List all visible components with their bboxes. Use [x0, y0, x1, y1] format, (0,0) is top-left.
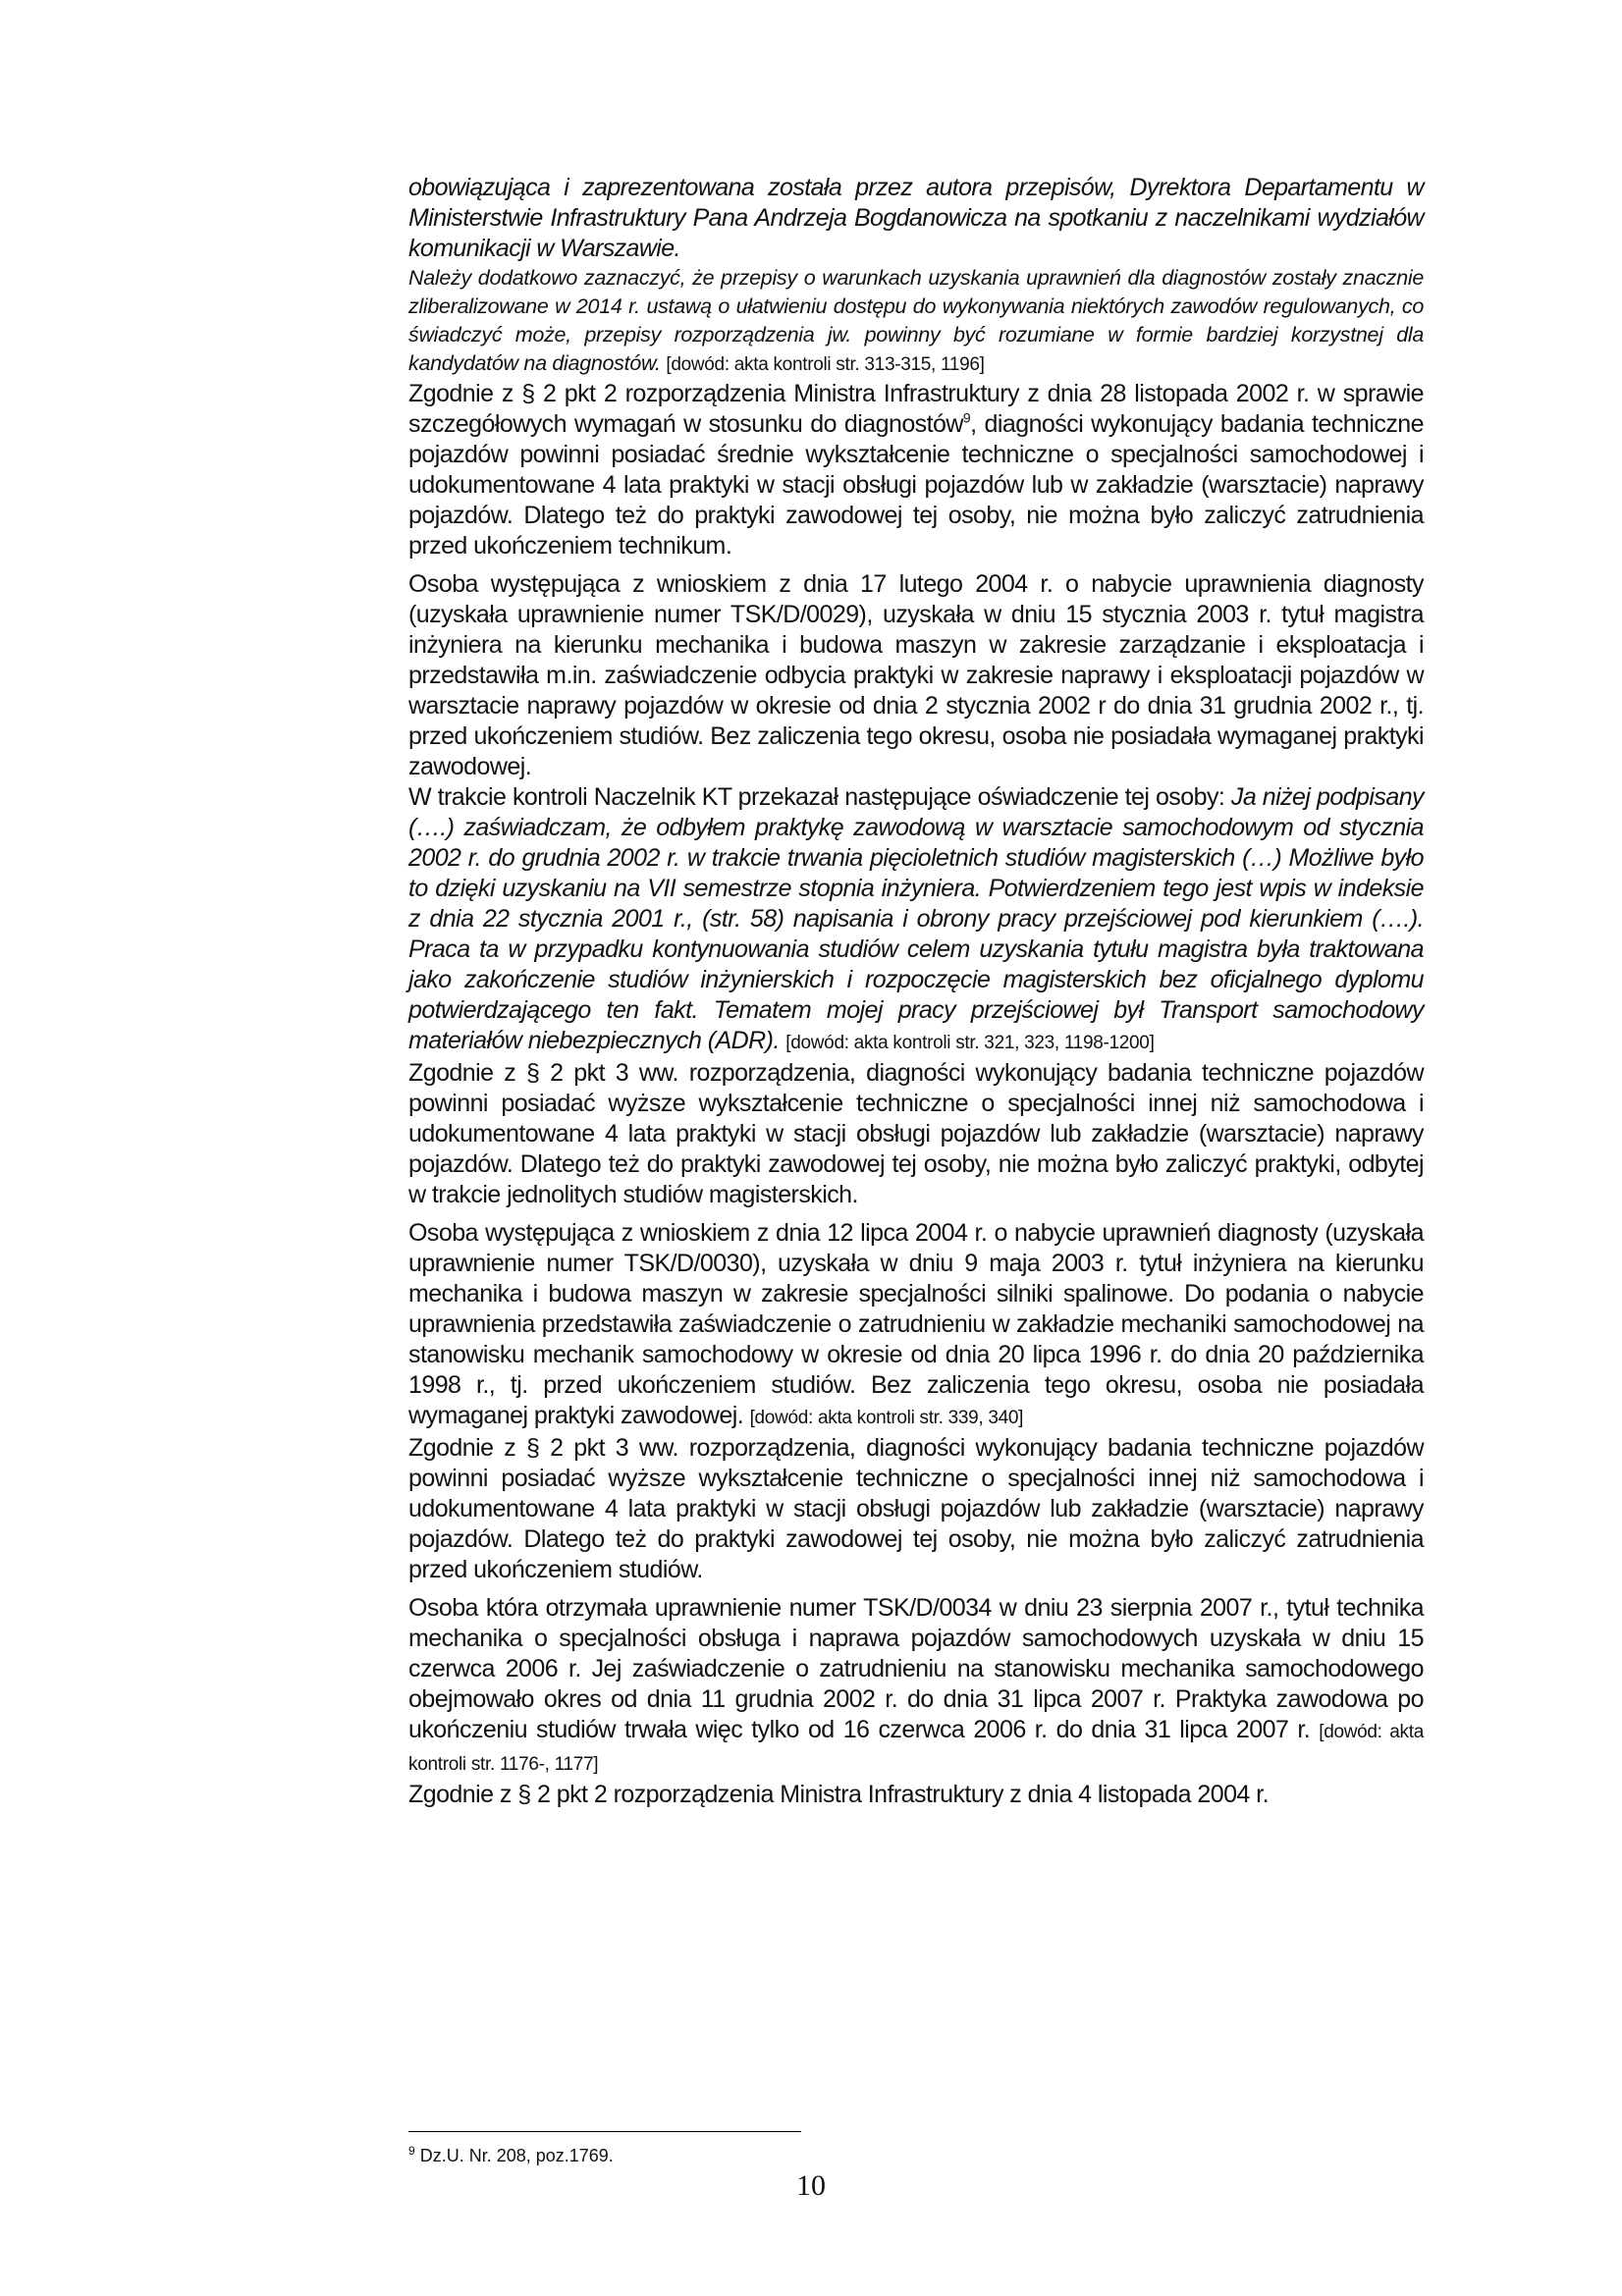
evidence-citation: [dowód: akta kontroli str. 1176-, 1177]: [408, 1722, 1425, 1775]
footnote-number: 9: [408, 2144, 415, 2158]
paragraph-4: Osoba występująca z wnioskiem z dnia 17 lutego 2004 r. o nabycie uprawnienia diagnosty (uzyskała uprawnienie numer TSK/D/0029), uzyskała w dniu 15 stycznia 2003 r. tytuł magistra inżyniera na kierunku mechanika i budowa maszyn w zakresie zarządzanie i eksploatacja i przedstawiła m.in. zaświadczenie odbycia praktyki w zakresie naprawy i eksploatacji pojazdów w warsztacie naprawy pojazdów w okresie od dnia 2 stycznia 2002 r do dnia 31 grudnia 2002 r., tj. przed ukończeniem studiów. Bez zaliczenia tego okresu, osoba nie posiadała wymaganej praktyki zawodowej.: [408, 570, 1424, 780]
footnote-text: Dz.U. Nr. 208, poz.1769.: [414, 2146, 614, 2165]
footnote-reference[interactable]: 9: [962, 409, 971, 426]
paragraph-3-text-b: , diagności wykonujący badania techniczne pojazdów powinni posiadać średnie wykształcenie techniczne o specjalności samochodowej i udokumentowane 4 lata praktyki w stacji obsługi pojazdów lub w zakładzie (warsztacie) naprawy pojazdów. Dlatego też do praktyki zawodowej tej osoby, nie można było zaliczyć zatrudnienia przed ukończeniem technikum.: [408, 410, 1425, 560]
paragraph-5-text: W trakcie kontroli Naczelnik KT przekazał następujące oświadczenie tej osoby:: [408, 783, 1231, 811]
paragraph-9: [408, 1593, 1424, 1780]
evidence-citation: [dowód: akta kontroli str. 321, 323, 1198-1200]: [785, 1033, 1155, 1053]
evidence-citation: [dowód: akta kontroli str. 339, 340]: [749, 1408, 1024, 1428]
paragraph-9-text: Osoba która otrzymała uprawnienie numer TSK/D/0034 w dniu 23 sierpnia 2007 r., tytuł technika mechanika o specjalności obsługa i naprawa pojazdów samochodowych uzyskała w dniu 15 czerwca 2006 r. Jej zaświadczenie o zatrudnieniu na stanowisku mechanika samochodowego obejmowało okres od dnia 11 grudnia 2002 r. do dnia 31 lipca 2007 r. Praktyka zawodowa po ukończeniu studiów trwała więc tylko od 16 czerwca 2006 r. do dnia 31 lipca 2007 r.: [408, 1594, 1424, 1743]
footnote: [408, 2146, 614, 2166]
quoted-statement: Ja niżej podpisany (….) zaświadczam, że odbyłem praktykę zawodową w warsztacie samochodowym od stycznia 2002 r. do grudnia 2002 r. w trakcie trwania pięcioletnich studiów magisterskich (…) Możliwe było to dzięki uzyskaniu na VII semestrze stopnia inżyniera. Potwierdzeniem tego jest wpis w indeksie z dnia 22 stycznia 2001 r., (str. 58) napisania i obrony pracy przejściowej pod kierunkiem (….). Praca ta w przypadku kontynuowania studiów celem uzyskania tytułu magistra była traktowana jako zakończenie studiów inżynierskich i rozpoczęcie magisterskich bez oficjalnego dyplomu potwierdzającego ten fakt. Tematem mojej pracy przejściowej był Transport samochodowy materiałów niebezpiecznych (ADR).: [408, 783, 1424, 1054]
paragraph-8: Zgodnie z § 2 pkt 3 ww. rozporządzenia, diagności wykonujący badania techniczne pojazdów powinni posiadać wyższe wykształcenie techniczne o specjalności innej niż samochodowa i udokumentowane 4 lata praktyki w stacji obsługi pojazdów lub zakładzie (warsztacie) naprawy pojazdów. Dlatego też do praktyki zawodowej tej osoby, nie można było zaliczyć zatrudnienia przed ukończeniem studiów.: [408, 1434, 1424, 1583]
paragraph-7: [408, 1218, 1424, 1433]
page-number: 10: [796, 2169, 826, 2202]
paragraph-2-text: Należy dodatkowo zaznaczyć, że przepisy o warunkach uzyskania uprawnień dla diagnostów zostały znacznie zliberalizowane w 2014 r. ustawą o ułatwieniu dostępu do wykonywania niektórych zawodów regulowanych, co świadczyć może, przepisy rozporządzenia jw. powinny być rozumiane w formie bardziej korzystnej dla kandydatów na diagnostów.: [408, 266, 1424, 375]
paragraph-3-text-a: Zgodnie z § 2 pkt 2 rozporządzenia Ministra Infrastruktury z dnia 28 listopada 2002 r. w sprawie szczegółowych wymagań w stosunku do diagnostów: [408, 380, 1424, 438]
footnote-separator: [408, 2131, 801, 2132]
paragraph-3: [408, 379, 1424, 561]
evidence-citation: [dowód: akta kontroli str. 313-315, 1196]: [666, 354, 985, 375]
paragraph-6: Zgodnie z § 2 pkt 3 ww. rozporządzenia, diagności wykonujący badania techniczne pojazdów powinni posiadać wyższe wykształcenie techniczne o specjalności innej niż samochodowa i udokumentowane 4 lata praktyki w stacji obsługi pojazdów lub zakładzie (warsztacie) naprawy pojazdów. Dlatego też do praktyki zawodowej tej osoby, nie można było zaliczyć praktyki, odbytej w trakcie jednolitych studiów magisterskich.: [408, 1059, 1424, 1208]
paragraph-10: Zgodnie z § 2 pkt 2 rozporządzenia Ministra Infrastruktury z dnia 4 listopada 2004 r.: [408, 1781, 1269, 1808]
paragraph-7-text: Osoba występująca z wnioskiem z dnia 12 lipca 2004 r. o nabycie uprawnień diagnosty (uzyskała uprawnienie numer TSK/D/0030), uzyskała w dniu 9 maja 2003 r. tytuł inżyniera na kierunku mechanika i budowa maszyn w zakresie specjalności silniki spalinowe. Do podania o nabycie uprawnienia przedstawiła zaświadczenie o zatrudnieniu w zakładzie mechaniki samochodowej na stanowisku mechanik samochodowy w okresie od dnia 20 lipca 1996 r. do dnia 20 października 1998 r., tj. przed ukończeniem studiów. Bez zaliczenia tego okresu, osoba nie posiadała wymaganej praktyki zawodowej.: [408, 1219, 1424, 1429]
paragraph-2: [408, 264, 1424, 379]
paragraph-1: obowiązująca i zaprezentowana została przez autora przepisów, Dyrektora Departamentu w Ministerstwie Infrastruktury Pana Andrzeja Bogdanowicza na spotkaniu z naczelnikami wydziałów komunikacji w Warszawie.: [408, 174, 1424, 262]
document-body: [408, 173, 1424, 1810]
paragraph-5: [408, 782, 1424, 1058]
